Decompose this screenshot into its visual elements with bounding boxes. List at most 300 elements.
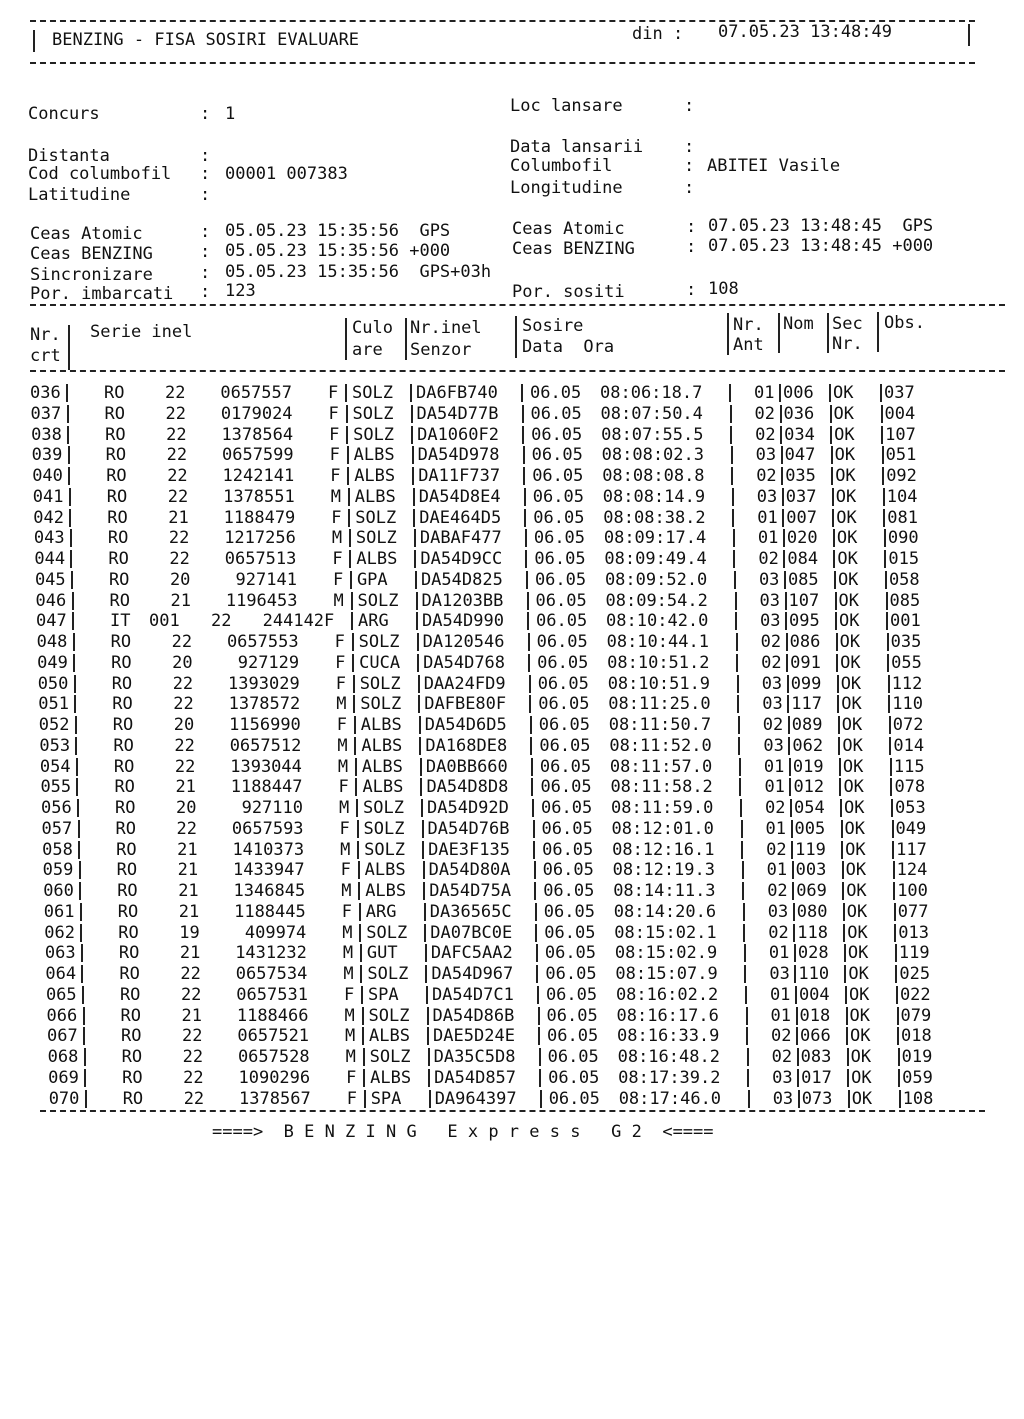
color: ALBS <box>354 486 396 507</box>
nom: 073 <box>801 1088 833 1109</box>
obs: 001 <box>890 611 921 632</box>
column-divider <box>427 1027 429 1045</box>
sensor-ring: DA1203BB <box>421 590 504 611</box>
column-divider <box>424 924 426 942</box>
arrival-time: 08:09:52.0 <box>604 569 708 590</box>
nr-crt: 040 <box>32 466 63 486</box>
ant-nr: 03 <box>758 569 780 590</box>
ant-nr: 01 <box>768 943 790 964</box>
sex: F <box>341 901 352 922</box>
sec-nr: OK <box>840 652 861 673</box>
column-divider <box>352 633 354 651</box>
column-divider <box>73 654 75 672</box>
sex: F <box>336 715 348 735</box>
country: RO <box>118 922 139 943</box>
table-row <box>6 591 1006 611</box>
ant-nr: 02 <box>767 881 788 901</box>
sensor-ring: DA168DE8 <box>425 735 508 756</box>
nr-crt: 053 <box>39 735 71 756</box>
column-divider <box>735 612 737 630</box>
ring-number: 0657557 <box>220 383 292 403</box>
ring-number: 1410373 <box>232 839 305 860</box>
column-divider <box>779 384 781 402</box>
info-value: 00001 007383 <box>225 164 348 184</box>
table-row <box>1 404 1001 424</box>
ring-number: 1346845 <box>233 881 306 901</box>
column-divider <box>357 820 359 838</box>
info-label: Distanta <box>28 146 110 166</box>
country: RO <box>107 528 129 549</box>
sex: F <box>332 549 343 569</box>
table-row <box>12 840 1012 860</box>
arrival-time: 08:12:19.3 <box>612 860 715 881</box>
sec-nr: OK <box>834 424 855 445</box>
column-divider <box>898 1069 900 1087</box>
column-divider <box>534 882 536 900</box>
arrival-time: 08:10:51.9 <box>607 673 711 694</box>
color: ALBS <box>360 715 402 735</box>
table-row <box>5 570 1005 590</box>
column-divider <box>791 841 793 859</box>
country: RO <box>111 673 133 694</box>
column-divider <box>731 467 733 485</box>
column-divider <box>521 384 523 402</box>
column-divider <box>415 571 417 589</box>
column-divider <box>840 799 842 817</box>
sensor-ring: DA11F737 <box>418 466 501 486</box>
sensor-ring: DABAF477 <box>419 528 502 549</box>
column-divider <box>346 405 348 423</box>
header-ant-2: Ant <box>733 335 764 355</box>
sensor-ring: DA54D990 <box>422 611 504 632</box>
year: 22 <box>166 445 188 466</box>
column-divider <box>844 944 846 962</box>
column-divider <box>527 592 529 610</box>
color: SOLZ <box>352 403 394 424</box>
column-divider <box>830 405 832 423</box>
nom: 099 <box>790 673 822 694</box>
sec-nr: OK <box>834 445 856 466</box>
column-divider <box>354 716 356 734</box>
column-divider <box>528 633 530 651</box>
obs: 119 <box>898 943 930 964</box>
sex: M <box>342 943 354 964</box>
column-divider <box>846 1007 848 1025</box>
year: 22 <box>166 424 187 445</box>
obs: 104 <box>886 486 918 507</box>
column-divider <box>75 716 77 734</box>
sensor-ring: DA54D857 <box>434 1067 517 1088</box>
year: 22 <box>169 549 190 569</box>
sex: F <box>346 1067 357 1088</box>
column-divider <box>82 986 84 1004</box>
arrival-date: 06.05 <box>530 383 582 403</box>
ring-number: 1090296 <box>238 1067 311 1088</box>
column-divider <box>424 903 426 921</box>
column-divider <box>882 446 884 464</box>
column-divider <box>353 695 355 713</box>
column-divider <box>786 633 788 651</box>
header-column-divider <box>877 312 879 352</box>
header-column-divider <box>515 316 517 358</box>
arrival-date: 06.05 <box>545 964 597 984</box>
arrival-time: 08:11:58.2 <box>610 777 713 798</box>
table-header-bottom-border <box>30 370 1005 372</box>
obs: 072 <box>892 715 924 735</box>
obs: 115 <box>893 756 925 777</box>
arrival-date: 06.05 <box>547 1026 599 1047</box>
column-divider <box>784 571 786 589</box>
column-divider <box>534 861 536 879</box>
sensor-ring: DA54D80A <box>428 860 511 881</box>
column-divider <box>348 509 350 527</box>
arrival-time: 08:07:55.5 <box>601 424 704 445</box>
sensor-ring: DA54D8D8 <box>426 777 509 798</box>
column-divider <box>422 841 424 859</box>
column-divider <box>68 446 70 464</box>
column-divider <box>798 1090 800 1108</box>
nr-crt: 038 <box>31 424 62 445</box>
nom: 018 <box>799 1005 831 1026</box>
obs: 078 <box>894 777 926 798</box>
arrival-time: 08:11:52.0 <box>609 735 712 756</box>
color: ALBS <box>354 466 396 486</box>
column-divider <box>789 778 791 796</box>
ring-number: 1242141 <box>222 466 295 486</box>
obs: 100 <box>897 881 928 901</box>
column-divider <box>72 592 74 610</box>
column-divider <box>531 758 533 776</box>
arrival-date: 06.05 <box>544 943 597 964</box>
arrival-date: 06.05 <box>543 901 595 922</box>
year: 22 <box>180 964 201 984</box>
year: 19 <box>179 922 200 943</box>
obs: 081 <box>887 507 919 528</box>
arrival-time: 08:08:38.2 <box>603 507 706 528</box>
info-label: Loc lansare <box>510 96 623 116</box>
column-divider <box>843 924 845 942</box>
obs: 058 <box>888 569 920 590</box>
obs: 107 <box>885 424 916 445</box>
ant-nr: 02 <box>766 839 787 860</box>
sensor-ring: DAE5D24E <box>433 1026 515 1047</box>
sensor-ring: DAE464D5 <box>419 507 502 528</box>
nom: 086 <box>789 632 821 652</box>
arrival-date: 06.05 <box>537 652 589 673</box>
column-divider <box>743 903 745 921</box>
header-nom: Nom <box>783 314 814 334</box>
nom: 005 <box>794 818 826 839</box>
arrival-time: 08:11:50.7 <box>608 715 712 735</box>
column-divider <box>894 924 896 942</box>
column-divider <box>428 1048 430 1066</box>
arrival-time: 08:12:01.0 <box>611 818 714 839</box>
column-divider <box>847 1048 849 1066</box>
column-divider <box>535 924 537 942</box>
column-divider <box>892 820 894 838</box>
column-divider <box>533 820 535 838</box>
column-divider <box>785 612 787 630</box>
arrival-date: 06.05 <box>533 507 585 528</box>
sex: M <box>344 1005 355 1026</box>
color: ALBS <box>370 1067 412 1088</box>
country: RO <box>108 569 130 590</box>
column-divider <box>422 820 424 838</box>
ring-number: 0657531 <box>236 984 308 1005</box>
clock-label: Ceas BENZING <box>30 244 153 264</box>
column-divider <box>78 841 80 859</box>
column-divider <box>794 965 796 983</box>
column-divider <box>526 571 528 589</box>
nom: 019 <box>792 756 824 777</box>
nom: 047 <box>784 445 816 466</box>
ring-number: 1378572 <box>228 694 301 715</box>
clock-value: 123 <box>225 281 256 301</box>
column-divider <box>80 924 82 942</box>
nom: 054 <box>794 798 825 818</box>
column-divider <box>420 758 422 776</box>
sensor-ring: DA54D7C1 <box>431 984 514 1005</box>
clock-label: Sincronizare <box>30 265 153 285</box>
sec-nr: OK <box>845 860 867 881</box>
arrival-time: 08:09:49.4 <box>604 549 707 569</box>
clock-label: Por. sositi <box>512 282 625 302</box>
column-divider <box>364 1090 366 1108</box>
column-divider <box>72 612 74 630</box>
ant-nr: 03 <box>769 964 790 984</box>
table-row <box>15 964 1015 984</box>
column-divider <box>747 1069 749 1087</box>
header-sec-2: Nr. <box>832 334 863 354</box>
column-divider <box>742 882 744 900</box>
ring-number: 0657513 <box>224 549 297 569</box>
header-ant-1: Nr. <box>733 315 764 335</box>
ant-nr: 01 <box>770 1005 791 1026</box>
clock-colon: : <box>686 280 697 300</box>
column-divider <box>884 550 886 568</box>
nr-crt: 049 <box>37 652 68 673</box>
country: RO <box>113 735 134 756</box>
nom: 034 <box>784 424 815 445</box>
column-divider <box>67 426 69 444</box>
clock-label: Por. imbarcati <box>30 284 174 304</box>
column-divider <box>831 446 833 464</box>
column-divider <box>536 965 538 983</box>
sensor-ring: DA54D8E4 <box>418 486 501 507</box>
sec-nr: OK <box>836 507 857 528</box>
sex: M <box>345 1026 356 1047</box>
column-divider <box>530 737 532 755</box>
column-divider <box>885 571 887 589</box>
arrival-time: 08:07:50.4 <box>600 403 703 424</box>
year: 22 <box>180 984 202 1005</box>
table-row <box>17 1006 1017 1026</box>
info-label: Latitudine <box>28 185 131 205</box>
column-divider <box>536 944 538 962</box>
ant-nr: 02 <box>758 549 779 569</box>
sensor-ring: DA54D77B <box>416 403 499 424</box>
year: 20 <box>172 652 193 673</box>
sec-nr: OK <box>842 756 864 777</box>
nom: 107 <box>788 590 820 611</box>
obs: 051 <box>885 445 917 466</box>
arrival-date: 06.05 <box>540 777 592 798</box>
column-divider <box>788 716 790 734</box>
column-divider <box>788 737 790 755</box>
color: ARG <box>365 901 397 922</box>
sensor-ring: DA36565C <box>429 901 512 922</box>
ant-nr: 03 <box>759 590 780 611</box>
column-divider <box>351 612 353 630</box>
column-divider <box>783 550 785 568</box>
sec-nr: OK <box>851 1088 873 1109</box>
nom: 089 <box>791 715 823 735</box>
column-divider <box>528 654 530 672</box>
nr-crt: 061 <box>43 901 75 922</box>
column-divider <box>358 861 360 879</box>
country: RO <box>106 486 128 507</box>
column-divider <box>780 426 782 444</box>
ant-nr: 03 <box>772 1088 794 1109</box>
nr-crt: 066 <box>46 1005 78 1026</box>
column-divider <box>841 820 843 838</box>
nom: 117 <box>791 694 822 715</box>
arrival-date: 06.05 <box>534 569 587 590</box>
sec-nr: OK <box>841 715 863 735</box>
column-divider <box>413 509 415 527</box>
ant-nr: 02 <box>761 652 782 673</box>
arrival-time: 08:08:08.8 <box>602 466 705 486</box>
column-divider <box>739 758 741 776</box>
column-divider <box>347 446 349 464</box>
ant-nr: 03 <box>767 901 789 922</box>
arrival-date: 06.05 <box>538 715 590 735</box>
sec-nr: OK <box>842 735 863 756</box>
column-divider <box>745 986 747 1004</box>
header-culoare-2: are <box>352 340 383 360</box>
column-divider <box>537 986 539 1004</box>
ant-nr: 02 <box>765 798 786 818</box>
nom: 062 <box>792 735 824 756</box>
arrival-date: 06.05 <box>530 403 582 424</box>
table-row <box>19 1089 1019 1109</box>
arrival-time: 08:15:02.9 <box>614 943 718 964</box>
country: RO <box>122 1067 143 1088</box>
obs: 022 <box>899 984 931 1005</box>
ring-number: 927110 <box>241 798 303 818</box>
column-divider <box>76 778 78 796</box>
sec-nr: OK <box>836 528 858 549</box>
country: RO <box>112 694 133 715</box>
header-nr: Nr. <box>30 325 61 345</box>
column-divider <box>738 737 740 755</box>
column-divider <box>412 467 414 485</box>
obs: 025 <box>899 964 931 984</box>
nr-crt: 063 <box>44 943 76 964</box>
color: ALBS <box>365 881 407 901</box>
column-divider <box>413 488 415 506</box>
nr-crt: 056 <box>41 798 72 818</box>
sex: M <box>336 694 347 715</box>
ring-number: 1378567 <box>239 1088 311 1109</box>
column-divider <box>729 384 731 402</box>
column-divider <box>363 1069 365 1087</box>
table-row <box>7 632 1007 652</box>
sensor-ring: DA6FB740 <box>416 383 498 403</box>
column-divider <box>69 488 71 506</box>
sec-nr: OK <box>844 818 866 839</box>
sensor-ring: DA54D967 <box>431 964 514 984</box>
year: 22 <box>174 735 195 756</box>
header-obs: Obs. <box>884 313 925 333</box>
clock-value: 05.05.23 15:35:56 GPS <box>225 221 451 241</box>
column-divider <box>747 1048 749 1066</box>
color: CUCA <box>359 652 401 673</box>
nom: 036 <box>783 403 815 424</box>
table-row <box>10 757 1010 777</box>
sec-nr: OK <box>845 839 866 860</box>
column-divider <box>355 758 357 776</box>
year: 22 <box>171 632 193 652</box>
color: ALBS <box>356 549 398 569</box>
arrival-date: 06.05 <box>531 424 583 445</box>
column-divider <box>348 488 350 506</box>
club: 001 <box>149 611 180 632</box>
column-divider <box>793 903 795 921</box>
column-divider <box>731 446 733 464</box>
clock-colon: : <box>200 242 211 262</box>
column-divider <box>79 861 81 879</box>
sec-nr: OK <box>841 694 862 715</box>
ant-nr: 03 <box>763 735 784 756</box>
year: 22 <box>176 818 198 839</box>
column-divider <box>842 882 844 900</box>
column-divider <box>74 695 76 713</box>
nom: 003 <box>795 860 827 881</box>
arrival-date: 06.05 <box>539 756 592 777</box>
table-row <box>6 611 1006 631</box>
obs: 077 <box>897 901 929 922</box>
column-divider <box>416 612 418 630</box>
column-divider <box>836 654 838 672</box>
column-divider <box>833 529 835 547</box>
country: RO <box>112 715 134 735</box>
nom: 017 <box>801 1067 832 1088</box>
arrival-date: 06.05 <box>532 486 584 507</box>
country: RO <box>121 1026 142 1047</box>
year: 21 <box>178 881 199 901</box>
column-divider <box>832 509 834 527</box>
sex: F <box>329 445 340 466</box>
country: RO <box>121 1047 143 1067</box>
year: 22 <box>211 611 232 632</box>
report-date-label: din : <box>632 24 684 44</box>
obs: 013 <box>898 922 930 943</box>
arrival-date: 06.05 <box>535 590 587 611</box>
country: IT <box>110 611 131 632</box>
column-divider <box>837 675 839 693</box>
country: RO <box>122 1088 144 1109</box>
sex: M <box>341 881 352 901</box>
column-divider <box>845 986 847 1004</box>
column-divider <box>356 799 358 817</box>
sex: F <box>338 777 349 798</box>
sec-nr: OK <box>846 881 867 901</box>
obs: 108 <box>902 1088 934 1109</box>
column-divider <box>421 799 423 817</box>
nom: 037 <box>785 486 817 507</box>
table-row <box>16 985 1016 1005</box>
